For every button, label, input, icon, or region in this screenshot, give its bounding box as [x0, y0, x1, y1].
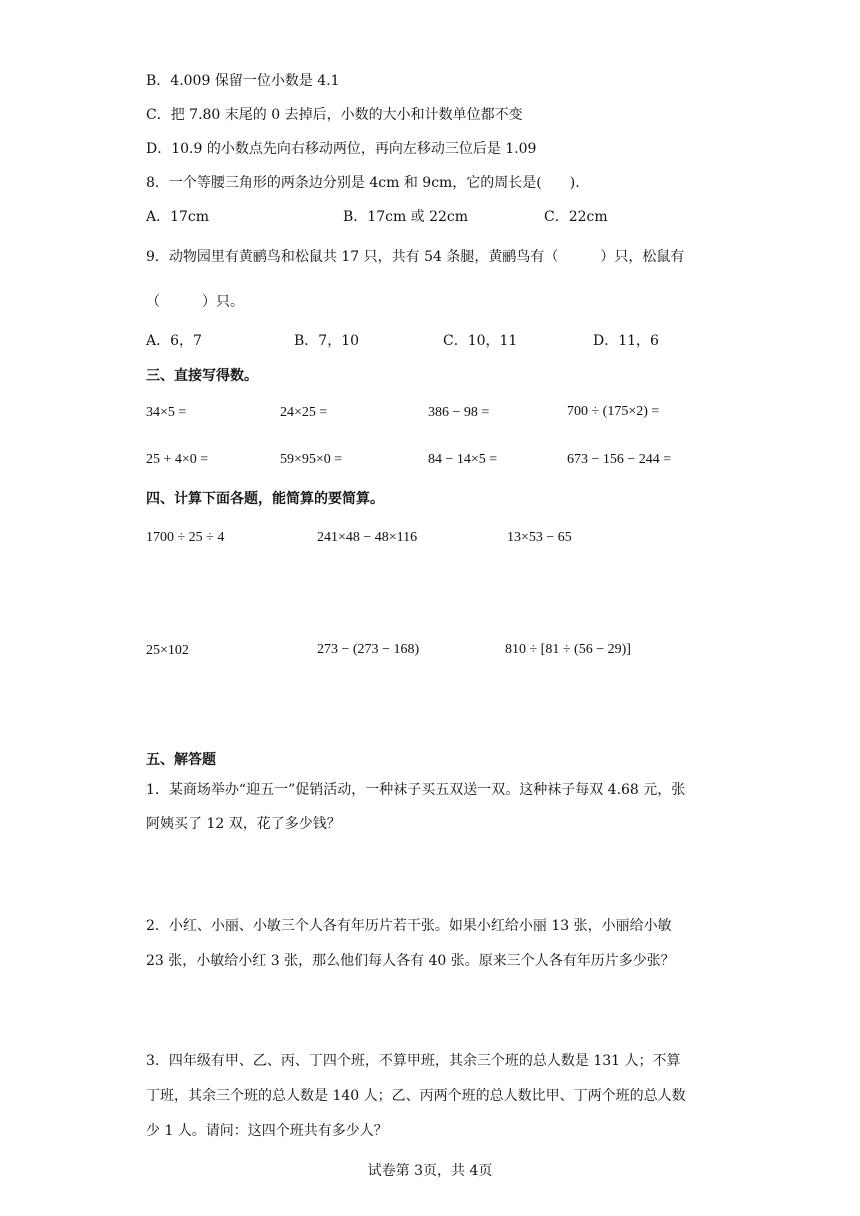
q8-option-c: C．22cm — [544, 209, 608, 225]
q9-option-d: D．11，6 — [593, 333, 659, 349]
s3-expr-6: 59×95×0 = — [280, 452, 343, 467]
s4-expr-2: 241×48 − 48×116 — [317, 530, 418, 545]
s5-p3-line2: 丁班，其余三个班的总人数是 140 人；乙、丙两个班的总人数比甲、丁两个班的总人数 — [146, 1088, 686, 1104]
q8-option-b: B．17cm 或 22cm — [343, 209, 469, 225]
s3-expr-5: 25 + 4×0 = — [146, 452, 209, 467]
s3-expr-2: 24×25 = — [280, 405, 328, 420]
q8-option-a: A．17cm — [146, 209, 210, 225]
q7-option-d: D．10.9 的小数点先向右移动两位，再向左移动三位后是 1.09 — [146, 141, 537, 157]
s5-p3-line1: 3．四年级有甲、乙、丙、丁四个班，不算甲班，其余三个班的总人数是 131 人；不算 — [146, 1053, 681, 1069]
s4-expr-6: 810 ÷ [81 ÷ (56 − 29)] — [505, 642, 631, 657]
q9-option-a: A．6，7 — [146, 333, 202, 349]
s4-expr-5: 273 − (273 − 168) — [317, 642, 420, 657]
q8-text: 8．一个等腰三角形的两条边分别是 4cm 和 9cm，它的周长是( ). — [146, 175, 580, 191]
page-footer: 试卷第 3页，共 4页 — [367, 1163, 493, 1179]
s3-expr-4: 700 ÷ (175×2) = — [567, 404, 660, 419]
section4-title: 四、计算下面各题，能简算的要简算。 — [146, 491, 384, 507]
q9-text-line1: 9．动物园里有黄鹂鸟和松鼠共 17 只，共有 54 条腿，黄鹂鸟有（ ）只，松鼠有 — [146, 249, 685, 265]
s5-p3-line3: 少 1 人。请问：这四个班共有多少人？ — [146, 1123, 388, 1139]
s3-expr-8: 673 − 156 − 244 = — [567, 452, 672, 467]
s5-p2-line1: 2．小红、小丽、小敏三个人各有年历片若干张。如果小红给小丽 13 张，小丽给小敏 — [146, 918, 672, 934]
q9-option-b: B．7，10 — [294, 333, 360, 349]
section3-title: 三、直接写得数。 — [146, 368, 258, 384]
q9-option-c: C．10，11 — [443, 333, 518, 349]
s5-p1-line1: 1．某商场举办“迎五一”促销活动，一种袜子买五双送一双。这种袜子每双 4.68 元，张 — [146, 782, 686, 798]
section5-title: 五、解答题 — [146, 752, 216, 768]
s3-expr-3: 386 − 98 = — [428, 405, 490, 420]
s5-p1-line2: 阿姨买了 12 双，花了多少钱？ — [146, 816, 341, 832]
q7-option-c: C．把 7.80 末尾的 0 去掉后，小数的大小和计数单位都不变 — [146, 107, 523, 123]
s4-expr-3: 13×53 − 65 — [507, 530, 572, 545]
s3-expr-1: 34×5 = — [146, 405, 187, 420]
s4-expr-1: 1700 ÷ 25 ÷ 4 — [146, 530, 225, 545]
q7-option-b: B．4.009 保留一位小数是 4.1 — [146, 73, 340, 89]
s3-expr-7: 84 − 14×5 = — [428, 452, 498, 467]
q9-text-line2: （ ）只。 — [146, 294, 244, 310]
s5-p2-line2: 23 张，小敏给小红 3 张，那么他们每人各有 40 张。原来三个人各有年历片多少张？ — [146, 953, 675, 969]
s4-expr-4: 25×102 — [146, 643, 189, 658]
